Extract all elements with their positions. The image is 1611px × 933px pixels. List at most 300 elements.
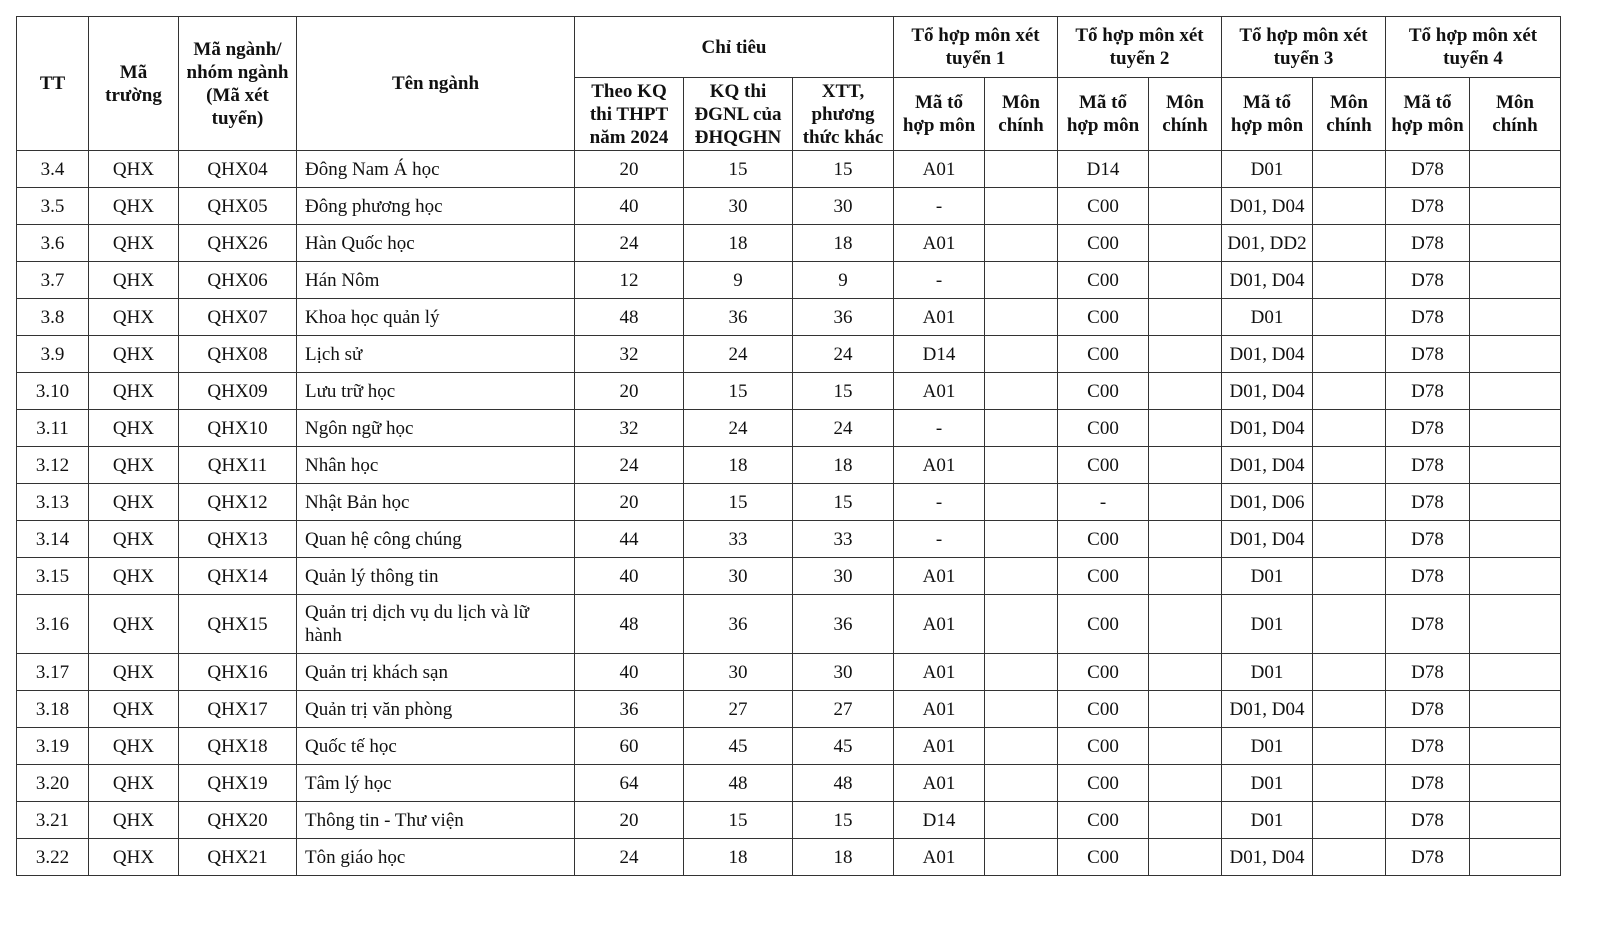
cell-mon-chinh-2 [1149, 336, 1222, 373]
cell-ma-nganh: QHX19 [179, 765, 297, 802]
cell-ma-to-hop-2: C00 [1058, 595, 1149, 654]
cell-tt: 3.17 [17, 654, 89, 691]
table-row [17, 410, 1561, 447]
cell-mon-chinh-2 [1149, 151, 1222, 188]
cell-mon-chinh-4 [1470, 447, 1561, 484]
cell-mon-chinh-3 [1313, 262, 1386, 299]
cell-ma-to-hop-1: - [894, 410, 985, 447]
cell-mon-chinh-3 [1313, 188, 1386, 225]
cell-ten-nganh: Thông tin - Thư viện [297, 802, 575, 839]
cell-ma-truong: QHX [89, 691, 179, 728]
cell-ma-truong: QHX [89, 336, 179, 373]
cell-chi-tieu-dgnl: 18 [684, 225, 793, 262]
table-row [17, 299, 1561, 336]
cell-chi-tieu-dgnl: 30 [684, 654, 793, 691]
header-chi-tieu-thpt: Theo KQ thi THPT năm 2024 [575, 78, 684, 151]
cell-mon-chinh-3 [1313, 691, 1386, 728]
cell-ma-truong: QHX [89, 654, 179, 691]
cell-ma-to-hop-2: C00 [1058, 839, 1149, 876]
header-to-hop-3: Tổ hợp môn xét tuyển 3 [1222, 17, 1386, 78]
cell-ma-to-hop-4: D78 [1386, 447, 1470, 484]
cell-mon-chinh-3 [1313, 447, 1386, 484]
cell-ma-nganh: QHX17 [179, 691, 297, 728]
cell-ma-nganh: QHX07 [179, 299, 297, 336]
cell-ma-to-hop-4: D78 [1386, 225, 1470, 262]
cell-ma-to-hop-3: D01, D06 [1222, 484, 1313, 521]
cell-chi-tieu-xtt: 45 [793, 728, 894, 765]
cell-chi-tieu-xtt: 48 [793, 765, 894, 802]
header-ma-to-hop-1: Mã tổ hợp môn [894, 78, 985, 151]
cell-ma-nganh: QHX26 [179, 225, 297, 262]
cell-chi-tieu-thpt: 12 [575, 262, 684, 299]
cell-mon-chinh-3 [1313, 521, 1386, 558]
cell-ma-to-hop-3: D01, D04 [1222, 447, 1313, 484]
cell-chi-tieu-xtt: 15 [793, 802, 894, 839]
header-ma-to-hop-3: Mã tổ hợp môn [1222, 78, 1313, 151]
cell-ma-truong: QHX [89, 839, 179, 876]
cell-ma-truong: QHX [89, 410, 179, 447]
cell-ma-to-hop-1: A01 [894, 691, 985, 728]
cell-mon-chinh-2 [1149, 262, 1222, 299]
cell-ma-to-hop-1: A01 [894, 595, 985, 654]
cell-tt: 3.12 [17, 447, 89, 484]
cell-mon-chinh-1 [985, 484, 1058, 521]
cell-chi-tieu-thpt: 20 [575, 373, 684, 410]
cell-ten-nganh: Lịch sử [297, 336, 575, 373]
cell-chi-tieu-xtt: 24 [793, 336, 894, 373]
cell-ten-nganh: Lưu trữ học [297, 373, 575, 410]
header-chi-tieu-dgnl: KQ thi ĐGNL của ĐHQGHN [684, 78, 793, 151]
table-row [17, 151, 1561, 188]
cell-mon-chinh-2 [1149, 188, 1222, 225]
cell-mon-chinh-4 [1470, 484, 1561, 521]
cell-ma-to-hop-1: - [894, 521, 985, 558]
cell-ma-to-hop-3: D01 [1222, 728, 1313, 765]
cell-mon-chinh-1 [985, 595, 1058, 654]
cell-mon-chinh-4 [1470, 151, 1561, 188]
admission-quota-table [16, 16, 1561, 876]
cell-mon-chinh-1 [985, 654, 1058, 691]
cell-ma-nganh: QHX15 [179, 595, 297, 654]
cell-ma-to-hop-2: C00 [1058, 802, 1149, 839]
table-row [17, 728, 1561, 765]
header-ma-truong: Mã trường [89, 17, 179, 151]
cell-mon-chinh-4 [1470, 336, 1561, 373]
cell-ma-to-hop-1: - [894, 262, 985, 299]
cell-ma-nganh: QHX06 [179, 262, 297, 299]
cell-mon-chinh-4 [1470, 262, 1561, 299]
cell-ma-nganh: QHX04 [179, 151, 297, 188]
cell-tt: 3.8 [17, 299, 89, 336]
table-row [17, 765, 1561, 802]
cell-chi-tieu-dgnl: 36 [684, 299, 793, 336]
cell-mon-chinh-1 [985, 410, 1058, 447]
cell-chi-tieu-dgnl: 18 [684, 839, 793, 876]
cell-ma-to-hop-2: C00 [1058, 447, 1149, 484]
cell-chi-tieu-xtt: 18 [793, 447, 894, 484]
cell-ten-nganh: Nhật Bản học [297, 484, 575, 521]
cell-ma-to-hop-2: C00 [1058, 299, 1149, 336]
cell-ten-nganh: Đông Nam Á học [297, 151, 575, 188]
table-row [17, 188, 1561, 225]
cell-ma-truong: QHX [89, 188, 179, 225]
cell-mon-chinh-4 [1470, 691, 1561, 728]
table-row [17, 521, 1561, 558]
cell-ma-to-hop-1: D14 [894, 802, 985, 839]
cell-ten-nganh: Nhân học [297, 447, 575, 484]
cell-mon-chinh-1 [985, 336, 1058, 373]
cell-ma-to-hop-3: D01, D04 [1222, 188, 1313, 225]
header-row-1 [17, 17, 1561, 78]
cell-chi-tieu-thpt: 48 [575, 299, 684, 336]
cell-mon-chinh-1 [985, 802, 1058, 839]
cell-ma-to-hop-1: A01 [894, 839, 985, 876]
cell-ma-to-hop-1: A01 [894, 225, 985, 262]
cell-ma-truong: QHX [89, 728, 179, 765]
cell-ma-nganh: QHX05 [179, 188, 297, 225]
cell-mon-chinh-4 [1470, 521, 1561, 558]
cell-ma-nganh: QHX12 [179, 484, 297, 521]
cell-chi-tieu-xtt: 30 [793, 654, 894, 691]
cell-ma-to-hop-4: D78 [1386, 151, 1470, 188]
header-mon-chinh-4: Môn chính [1470, 78, 1561, 151]
cell-mon-chinh-1 [985, 262, 1058, 299]
cell-ma-nganh: QHX16 [179, 654, 297, 691]
cell-ma-to-hop-3: D01 [1222, 802, 1313, 839]
cell-tt: 3.9 [17, 336, 89, 373]
cell-mon-chinh-1 [985, 188, 1058, 225]
cell-tt: 3.7 [17, 262, 89, 299]
cell-mon-chinh-1 [985, 765, 1058, 802]
cell-tt: 3.11 [17, 410, 89, 447]
cell-chi-tieu-thpt: 40 [575, 654, 684, 691]
cell-chi-tieu-dgnl: 48 [684, 765, 793, 802]
header-chi-tieu: Chỉ tiêu [575, 17, 894, 78]
cell-ma-to-hop-1: - [894, 484, 985, 521]
table-row [17, 839, 1561, 876]
cell-chi-tieu-thpt: 48 [575, 595, 684, 654]
cell-tt: 3.15 [17, 558, 89, 595]
cell-ma-to-hop-3: D01, D04 [1222, 691, 1313, 728]
cell-ma-nganh: QHX10 [179, 410, 297, 447]
cell-mon-chinh-1 [985, 521, 1058, 558]
cell-ten-nganh: Khoa học quản lý [297, 299, 575, 336]
cell-tt: 3.10 [17, 373, 89, 410]
header-ten-nganh: Tên ngành [297, 17, 575, 151]
table-row [17, 558, 1561, 595]
cell-ma-to-hop-3: D01, D04 [1222, 521, 1313, 558]
cell-ma-to-hop-4: D78 [1386, 839, 1470, 876]
cell-ma-to-hop-2: C00 [1058, 521, 1149, 558]
cell-ma-nganh: QHX20 [179, 802, 297, 839]
cell-mon-chinh-4 [1470, 595, 1561, 654]
cell-chi-tieu-dgnl: 18 [684, 447, 793, 484]
cell-mon-chinh-3 [1313, 654, 1386, 691]
cell-tt: 3.16 [17, 595, 89, 654]
cell-chi-tieu-dgnl: 30 [684, 558, 793, 595]
cell-mon-chinh-4 [1470, 654, 1561, 691]
cell-chi-tieu-dgnl: 15 [684, 373, 793, 410]
cell-ma-to-hop-3: D01 [1222, 595, 1313, 654]
cell-tt: 3.6 [17, 225, 89, 262]
cell-chi-tieu-xtt: 18 [793, 225, 894, 262]
table-row [17, 447, 1561, 484]
cell-mon-chinh-2 [1149, 521, 1222, 558]
cell-ma-to-hop-2: C00 [1058, 410, 1149, 447]
cell-mon-chinh-3 [1313, 839, 1386, 876]
cell-ma-truong: QHX [89, 225, 179, 262]
table-row [17, 595, 1561, 654]
cell-chi-tieu-xtt: 15 [793, 151, 894, 188]
table-row [17, 802, 1561, 839]
cell-chi-tieu-dgnl: 24 [684, 410, 793, 447]
cell-ma-to-hop-2: C00 [1058, 558, 1149, 595]
cell-chi-tieu-thpt: 44 [575, 521, 684, 558]
cell-ma-to-hop-4: D78 [1386, 188, 1470, 225]
cell-mon-chinh-1 [985, 839, 1058, 876]
cell-chi-tieu-xtt: 36 [793, 595, 894, 654]
cell-ma-nganh: QHX21 [179, 839, 297, 876]
cell-chi-tieu-thpt: 24 [575, 447, 684, 484]
cell-ma-to-hop-4: D78 [1386, 336, 1470, 373]
cell-ma-to-hop-3: D01, D04 [1222, 410, 1313, 447]
cell-ma-truong: QHX [89, 299, 179, 336]
cell-ma-to-hop-1: A01 [894, 299, 985, 336]
cell-ma-to-hop-3: D01 [1222, 654, 1313, 691]
cell-mon-chinh-2 [1149, 225, 1222, 262]
cell-ma-to-hop-4: D78 [1386, 299, 1470, 336]
cell-mon-chinh-3 [1313, 765, 1386, 802]
cell-ten-nganh: Quan hệ công chúng [297, 521, 575, 558]
cell-mon-chinh-3 [1313, 299, 1386, 336]
header-ma-to-hop-4: Mã tổ hợp môn [1386, 78, 1470, 151]
cell-mon-chinh-4 [1470, 839, 1561, 876]
cell-ma-to-hop-4: D78 [1386, 410, 1470, 447]
cell-ma-nganh: QHX13 [179, 521, 297, 558]
cell-mon-chinh-4 [1470, 802, 1561, 839]
cell-mon-chinh-4 [1470, 373, 1561, 410]
cell-ten-nganh: Tôn giáo học [297, 839, 575, 876]
cell-chi-tieu-thpt: 20 [575, 802, 684, 839]
cell-chi-tieu-dgnl: 15 [684, 802, 793, 839]
cell-ma-nganh: QHX08 [179, 336, 297, 373]
cell-chi-tieu-xtt: 18 [793, 839, 894, 876]
cell-ma-to-hop-2: C00 [1058, 691, 1149, 728]
cell-ma-to-hop-4: D78 [1386, 728, 1470, 765]
cell-tt: 3.20 [17, 765, 89, 802]
cell-mon-chinh-1 [985, 373, 1058, 410]
cell-mon-chinh-2 [1149, 484, 1222, 521]
cell-mon-chinh-4 [1470, 558, 1561, 595]
cell-ma-to-hop-1: A01 [894, 373, 985, 410]
cell-ma-to-hop-4: D78 [1386, 802, 1470, 839]
cell-ma-truong: QHX [89, 373, 179, 410]
table-row [17, 262, 1561, 299]
cell-chi-tieu-dgnl: 15 [684, 484, 793, 521]
cell-mon-chinh-2 [1149, 410, 1222, 447]
cell-mon-chinh-1 [985, 558, 1058, 595]
cell-chi-tieu-dgnl: 45 [684, 728, 793, 765]
cell-ma-to-hop-1: A01 [894, 654, 985, 691]
cell-ma-nganh: QHX14 [179, 558, 297, 595]
cell-ma-to-hop-2: C00 [1058, 654, 1149, 691]
cell-chi-tieu-thpt: 32 [575, 410, 684, 447]
cell-mon-chinh-2 [1149, 299, 1222, 336]
cell-chi-tieu-thpt: 36 [575, 691, 684, 728]
cell-chi-tieu-dgnl: 30 [684, 188, 793, 225]
cell-mon-chinh-4 [1470, 728, 1561, 765]
cell-tt: 3.4 [17, 151, 89, 188]
cell-ma-to-hop-1: A01 [894, 558, 985, 595]
table-row [17, 225, 1561, 262]
cell-mon-chinh-2 [1149, 654, 1222, 691]
cell-tt: 3.22 [17, 839, 89, 876]
header-to-hop-1: Tổ hợp môn xét tuyển 1 [894, 17, 1058, 78]
header-mon-chinh-2: Môn chính [1149, 78, 1222, 151]
cell-ma-truong: QHX [89, 262, 179, 299]
cell-ma-to-hop-4: D78 [1386, 521, 1470, 558]
cell-ma-to-hop-2: D14 [1058, 151, 1149, 188]
cell-chi-tieu-dgnl: 9 [684, 262, 793, 299]
cell-chi-tieu-xtt: 30 [793, 558, 894, 595]
header-tt: TT [17, 17, 89, 151]
cell-ma-to-hop-2: C00 [1058, 336, 1149, 373]
cell-mon-chinh-3 [1313, 410, 1386, 447]
cell-mon-chinh-2 [1149, 765, 1222, 802]
cell-ma-to-hop-2: C00 [1058, 225, 1149, 262]
cell-ma-to-hop-3: D01 [1222, 558, 1313, 595]
cell-chi-tieu-xtt: 33 [793, 521, 894, 558]
table-row [17, 691, 1561, 728]
cell-mon-chinh-2 [1149, 595, 1222, 654]
cell-ma-to-hop-3: D01, D04 [1222, 839, 1313, 876]
cell-chi-tieu-thpt: 20 [575, 484, 684, 521]
cell-ma-to-hop-3: D01 [1222, 151, 1313, 188]
header-to-hop-2: Tổ hợp môn xét tuyển 2 [1058, 17, 1222, 78]
cell-chi-tieu-xtt: 15 [793, 484, 894, 521]
cell-ma-to-hop-4: D78 [1386, 654, 1470, 691]
cell-chi-tieu-thpt: 24 [575, 225, 684, 262]
cell-ma-to-hop-2: C00 [1058, 262, 1149, 299]
cell-chi-tieu-thpt: 20 [575, 151, 684, 188]
cell-ten-nganh: Ngôn ngữ học [297, 410, 575, 447]
cell-ten-nganh: Đông phương học [297, 188, 575, 225]
cell-mon-chinh-2 [1149, 728, 1222, 765]
cell-mon-chinh-3 [1313, 151, 1386, 188]
header-mon-chinh-1: Môn chính [985, 78, 1058, 151]
cell-mon-chinh-4 [1470, 225, 1561, 262]
header-ma-nganh: Mã ngành/ nhóm ngành (Mã xét tuyển) [179, 17, 297, 151]
cell-chi-tieu-xtt: 9 [793, 262, 894, 299]
cell-chi-tieu-dgnl: 27 [684, 691, 793, 728]
cell-mon-chinh-1 [985, 728, 1058, 765]
cell-tt: 3.5 [17, 188, 89, 225]
table-row [17, 654, 1561, 691]
header-ma-to-hop-2: Mã tổ hợp môn [1058, 78, 1149, 151]
cell-chi-tieu-xtt: 30 [793, 188, 894, 225]
cell-mon-chinh-3 [1313, 595, 1386, 654]
cell-ma-nganh: QHX18 [179, 728, 297, 765]
cell-chi-tieu-dgnl: 15 [684, 151, 793, 188]
cell-ten-nganh: Quản trị văn phòng [297, 691, 575, 728]
cell-chi-tieu-thpt: 40 [575, 558, 684, 595]
cell-ma-to-hop-2: C00 [1058, 373, 1149, 410]
cell-chi-tieu-thpt: 24 [575, 839, 684, 876]
cell-mon-chinh-1 [985, 447, 1058, 484]
cell-mon-chinh-2 [1149, 447, 1222, 484]
cell-chi-tieu-xtt: 15 [793, 373, 894, 410]
cell-chi-tieu-thpt: 60 [575, 728, 684, 765]
table-row [17, 484, 1561, 521]
cell-ma-to-hop-2: C00 [1058, 728, 1149, 765]
cell-ma-truong: QHX [89, 447, 179, 484]
cell-ma-truong: QHX [89, 765, 179, 802]
header-to-hop-4: Tổ hợp môn xét tuyển 4 [1386, 17, 1561, 78]
cell-ma-nganh: QHX09 [179, 373, 297, 410]
cell-ma-truong: QHX [89, 521, 179, 558]
cell-tt: 3.13 [17, 484, 89, 521]
cell-mon-chinh-3 [1313, 373, 1386, 410]
cell-ten-nganh: Hàn Quốc học [297, 225, 575, 262]
table-body [17, 151, 1561, 876]
cell-tt: 3.19 [17, 728, 89, 765]
cell-mon-chinh-4 [1470, 765, 1561, 802]
cell-mon-chinh-2 [1149, 839, 1222, 876]
cell-ma-to-hop-3: D01, D04 [1222, 336, 1313, 373]
cell-chi-tieu-xtt: 27 [793, 691, 894, 728]
cell-ma-truong: QHX [89, 595, 179, 654]
cell-chi-tieu-thpt: 32 [575, 336, 684, 373]
cell-mon-chinh-1 [985, 299, 1058, 336]
cell-mon-chinh-3 [1313, 558, 1386, 595]
cell-ma-to-hop-3: D01 [1222, 765, 1313, 802]
admission-table-container [16, 16, 1561, 876]
cell-mon-chinh-4 [1470, 410, 1561, 447]
cell-ma-to-hop-1: D14 [894, 336, 985, 373]
cell-ten-nganh: Quản trị dịch vụ du lịch và lữ hành [297, 595, 575, 654]
cell-ma-truong: QHX [89, 802, 179, 839]
cell-ma-to-hop-4: D78 [1386, 595, 1470, 654]
cell-ma-to-hop-3: D01, D04 [1222, 262, 1313, 299]
cell-ma-to-hop-4: D78 [1386, 691, 1470, 728]
header-chi-tieu-xtt: XTT, phương thức khác [793, 78, 894, 151]
cell-mon-chinh-4 [1470, 299, 1561, 336]
cell-ten-nganh: Tâm lý học [297, 765, 575, 802]
cell-mon-chinh-2 [1149, 558, 1222, 595]
cell-mon-chinh-3 [1313, 728, 1386, 765]
cell-chi-tieu-thpt: 40 [575, 188, 684, 225]
header-mon-chinh-3: Môn chính [1313, 78, 1386, 151]
cell-mon-chinh-1 [985, 151, 1058, 188]
cell-mon-chinh-3 [1313, 336, 1386, 373]
cell-mon-chinh-1 [985, 225, 1058, 262]
cell-chi-tieu-dgnl: 24 [684, 336, 793, 373]
cell-ma-to-hop-4: D78 [1386, 373, 1470, 410]
cell-chi-tieu-dgnl: 33 [684, 521, 793, 558]
cell-mon-chinh-3 [1313, 484, 1386, 521]
cell-chi-tieu-xtt: 24 [793, 410, 894, 447]
cell-ma-to-hop-1: A01 [894, 728, 985, 765]
cell-ten-nganh: Hán Nôm [297, 262, 575, 299]
cell-ma-to-hop-3: D01, DD2 [1222, 225, 1313, 262]
cell-ma-truong: QHX [89, 151, 179, 188]
cell-ma-truong: QHX [89, 484, 179, 521]
cell-tt: 3.14 [17, 521, 89, 558]
cell-chi-tieu-thpt: 64 [575, 765, 684, 802]
cell-ma-to-hop-2: C00 [1058, 188, 1149, 225]
cell-mon-chinh-2 [1149, 802, 1222, 839]
cell-mon-chinh-3 [1313, 802, 1386, 839]
